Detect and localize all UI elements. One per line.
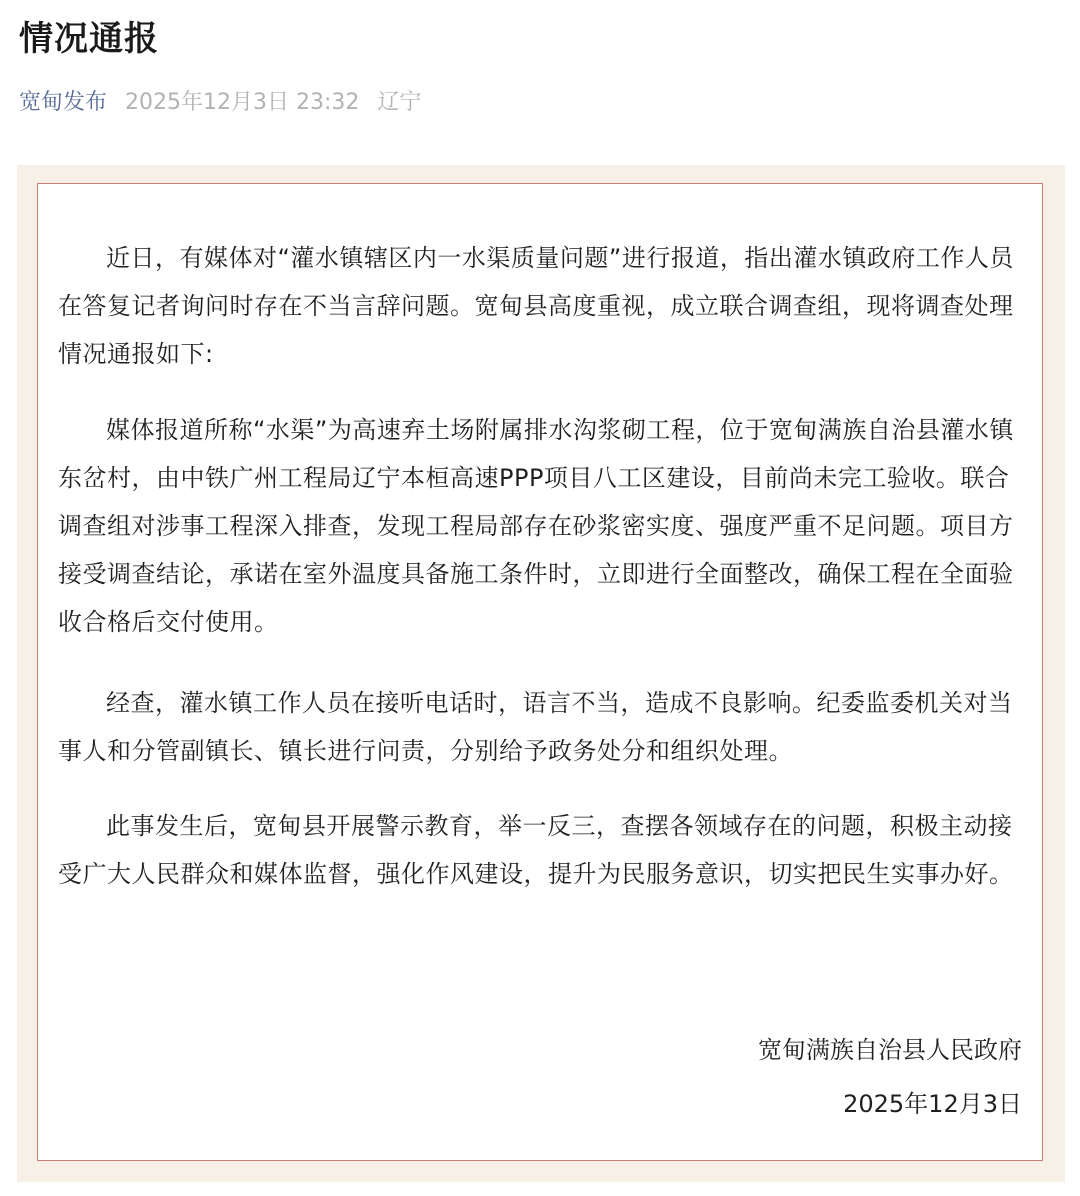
notice-frame	[17, 165, 1065, 1182]
article-meta	[19, 84, 421, 116]
publish-time: 2025年12月3日 23:32	[125, 89, 360, 115]
article-title: 情况通报	[19, 19, 159, 59]
notice-paragraph-intro: 近日，有媒体对“灌水镇辖区内一水渠质量问题”进行报道，指出灌水镇政府工作人员在答复记者询问时存在不当言辞问题。宽甸县高度重视，成立联合调查组，现将调查处理情况通报如下:	[58, 244, 1014, 368]
notice-paragraph-accountability: 经查，灌水镇工作人员在接听电话时，语言不当，造成不良影响。纪委监委机关对当事人和分管副镇长、镇长进行问责，分别给予政务处分和组织处理。	[58, 689, 1013, 765]
notice-body	[37, 183, 1043, 1161]
account-name-link[interactable]: 宽甸发布	[19, 89, 108, 115]
notice-paragraph-findings: 媒体报道所称“水渠”为高速弃土场附属排水沟浆砌工程，位于宽甸满族自治县灌水镇东岔村，由中铁广州工程局辽宁本桓高速PPP项目八工区建设，目前尚未完工验收。联合调查组对涉事工程深入排查，发现工程局部存在砂浆密实度、强度严重不足问题。项目方接受调查结论，承诺在室外温度具备施工条件时，立即进行全面整改，确保工程在全面验收合格后交付使用。	[58, 416, 1014, 636]
publish-location: 辽宁	[377, 89, 422, 115]
signature-date: 2025年12月3日	[843, 1090, 1022, 1118]
signature-organization: 宽甸满族自治县人民政府	[758, 1036, 1022, 1064]
notice-paragraph-followup: 此事发生后，宽甸县开展警示教育，举一反三，查摆各领域存在的问题，积极主动接受广大人民群众和媒体监督，强化作风建设，提升为民服务意识，切实把民生实事办好。	[58, 812, 1014, 888]
